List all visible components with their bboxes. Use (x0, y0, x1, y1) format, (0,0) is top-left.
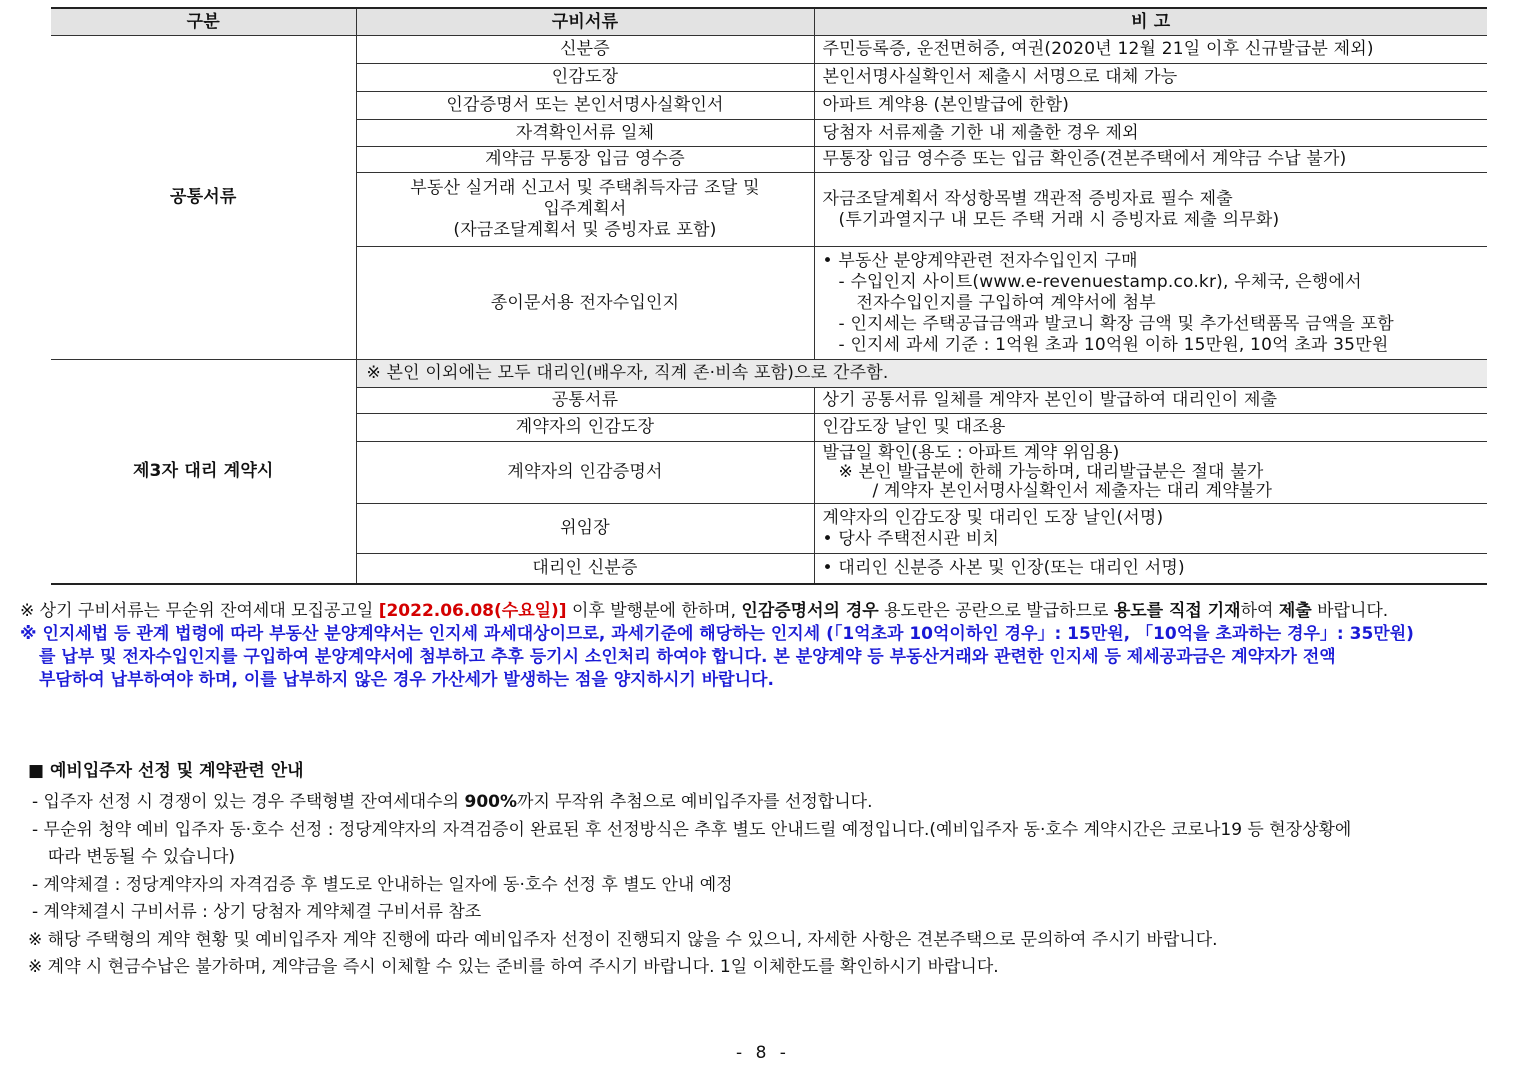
header-documents: 구비서류 (356, 8, 814, 36)
footnote-text: 용도란은 공란으로 발급하므로 (878, 601, 1114, 621)
item-emphasis: 900% (464, 792, 518, 812)
section-item: - 계약체결 : 정당계약자의 자격검증 후 별도로 안내하는 일자에 동·호수 선정 후 별도 안내 예정 (32, 874, 733, 895)
section-title: ■ 예비입주자 선정 및 계약관련 안내 (28, 761, 304, 781)
proxy-banner: ※ 본인 이외에는 모두 대리인(배우자, 직계 존·비속 포함)으로 간주함. (356, 360, 1487, 388)
footnote-text: 하여 (1240, 601, 1279, 621)
note-cell: 당첨자 서류제출 기한 내 제출한 경우 제외 (814, 120, 1487, 147)
stamp-duty-notice (20, 623, 1510, 692)
required-documents-table (51, 7, 1487, 585)
note-cell: 인감도장 날인 및 대조용 (814, 414, 1487, 442)
note-cell: 무통장 입금 영수증 또는 입금 확인증(견본주택에서 계약금 수납 불가) (814, 147, 1487, 173)
doc-line: (자금조달계획서 및 증빙자료 포함) (453, 220, 717, 240)
footnote-text: ※ 상기 구비서류는 무순위 잔여세대 모집공고일 (20, 601, 379, 621)
note-cell: 본인서명사실확인서 제출시 서명으로 대체 가능 (814, 64, 1487, 92)
doc-cell: 인감증명서 또는 본인서명사실확인서 (356, 92, 814, 120)
section-item: - 계약체결시 구비서류 : 상기 당첨자 계약체결 구비서류 참조 (32, 902, 482, 922)
section-item (28, 789, 1503, 817)
doc-cell: 인감도장 (356, 64, 814, 92)
table-header-row (51, 8, 1487, 36)
doc-cell: 공통서류 (356, 388, 814, 414)
note-line: 계약자의 인감도장 및 대리인 도장 날인(서명) (822, 507, 1164, 528)
announcement-date: [2022.06.08(수요일)] (378, 601, 567, 621)
note-line: 전자수입인지를 구입하여 계약서에 첨부 (856, 292, 1156, 313)
section-note: ※ 계약 시 현금수납은 불가하며, 계약금을 즉시 이체할 수 있는 준비를 하여 주시기 바랍니다. 1일 이체한도를 확인하시기 바랍니다. (28, 957, 999, 977)
footnote-validity (20, 600, 1510, 623)
note-cell (814, 504, 1487, 554)
doc-line: 부동산 실거래 신고서 및 주택취득자금 조달 및 (410, 178, 760, 198)
note-line: 발급일 확인(용도 : 아파트 계약 위임용) (822, 443, 1120, 463)
doc-line: 입주계획서 (543, 199, 627, 219)
footnotes (20, 600, 1510, 692)
note-cell: 주민등록증, 운전면허증, 여권(2020년 12월 21일 이후 신규발급분 제외) (814, 36, 1487, 64)
category-proxy: 제3자 대리 계약시 (51, 360, 356, 584)
note-line: / 계약자 본인서명사실확인서 제출자는 대리 계약불가 (872, 481, 1273, 501)
item-text: 까지 무작위 추첨으로 예비입주자를 선정합니다. (517, 792, 873, 812)
stamp-duty-line: ※ 인지세법 등 관계 법령에 따라 부동산 분양계약서는 인지세 과세대상이므로, 과세기준에 해당하는 인지세 (「1억초과 10억이하인 경우」: 15만원, 「10억을 초과하는 경우」: 35만원) (20, 624, 1414, 644)
note-line: - 인지세는 주택공급금액과 발코니 확장 금액 및 추가선택품목 금액을 포함 (838, 313, 1394, 334)
note-line: • 당사 주택전시관 비치 (822, 528, 1000, 549)
note-line: - 수입인지 사이트(www.e-revenuestamp.co.kr), 우체국, 은행에서 (838, 271, 1362, 292)
doc-cell: 종이문서용 전자수입인지 (356, 247, 814, 360)
table-row (51, 36, 1487, 64)
doc-cell: 위임장 (356, 504, 814, 554)
note-line: (투기과열지구 내 모든 주택 거래 시 증빙자료 제출 의무화) (838, 209, 1280, 230)
table-row (51, 360, 1487, 388)
doc-cell: 계약자의 인감도장 (356, 414, 814, 442)
note-line: - 인지세 과세 기준 : 1억원 초과 10억원 이하 15만원, 10억 초과 35만원 (838, 334, 1389, 355)
note-line: • 부동산 분양계약관련 전자수입인지 구매 (822, 250, 1138, 271)
stamp-duty-line: 를 납부 및 전자수입인지를 구입하여 분양계약서에 첨부하고 추후 등기시 소인처리 하여야 합니다. 본 분양계약 등 부동산거래와 관련한 인지세 등 제세공과금은 계약자가 전액 (39, 647, 1336, 667)
footnote-text: 이후 발행분에 한하며, (566, 601, 742, 621)
note-cell: 아파트 계약용 (본인발급에 한함) (814, 92, 1487, 120)
header-remarks: 비 고 (814, 8, 1487, 36)
note-line: ※ 본인 발급분에 한해 가능하며, 대리발급분은 절대 불가 (838, 462, 1264, 482)
note-cell: 상기 공통서류 일체를 계약자 본인이 발급하여 대리인이 제출 (814, 388, 1487, 414)
footnote-emphasis: 인감증명서의 경우 (741, 601, 879, 621)
footnote-text: 바랍니다. (1311, 601, 1389, 621)
section-note: ※ 해당 주택형의 계약 현황 및 예비입주자 계약 진행에 따라 예비입주자 선정이 진행되지 않을 수 있으니, 자세한 사항은 견본주택으로 문의하여 주시기 바랍니다. (28, 929, 1218, 950)
section-item-continued: 따라 변동될 수 있습니다) (48, 847, 236, 867)
doc-cell: 계약금 무통장 입금 영수증 (356, 147, 814, 173)
doc-cell: 대리인 신분증 (356, 554, 814, 584)
page-number: - 8 - (736, 1043, 790, 1063)
item-text: - 입주자 선정 시 경쟁이 있는 경우 주택형별 잔여세대수의 (32, 792, 465, 812)
category-common: 공통서류 (51, 36, 356, 360)
waitlist-section (28, 759, 1503, 982)
doc-cell: 신분증 (356, 36, 814, 64)
header-category: 구분 (51, 8, 356, 36)
section-item: - 무순위 청약 예비 입주자 동·호수 선정 : 정당계약자의 자격검증이 완료된 후 선정방식은 추후 별도 안내드릴 예정입니다.(예비입주자 동·호수 계약시간은 코로나19 등 현장상황에 (32, 819, 1352, 840)
doc-cell (356, 173, 814, 247)
doc-cell: 자격확인서류 일체 (356, 120, 814, 147)
stamp-duty-line: 부담하여 납부하여야 하며, 이를 납부하지 않은 경우 가산세가 발생하는 점을 양지하시기 바랍니다. (39, 670, 774, 690)
footnote-emphasis: 용도를 직접 기재 (1113, 601, 1241, 621)
note-cell (814, 173, 1487, 247)
footnote-emphasis: 제출 (1278, 601, 1312, 621)
note-cell (814, 442, 1487, 504)
note-cell: • 대리인 신분증 사본 및 인장(또는 대리인 서명) (814, 554, 1487, 584)
note-cell (814, 247, 1487, 360)
note-line: 자금조달계획서 작성항목별 객관적 증빙자료 필수 제출 (822, 188, 1233, 209)
doc-cell: 계약자의 인감증명서 (356, 442, 814, 504)
